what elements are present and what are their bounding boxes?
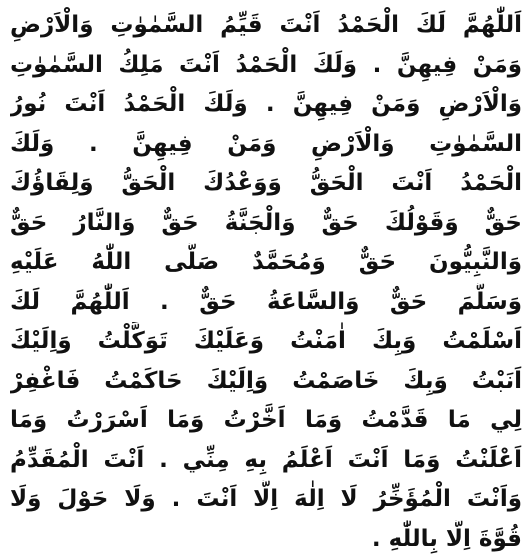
- text-line-9: اَسْلَمْتُ وَبِكَ اٰمَنْتُ وَعَلَيْكَ تَوَكَّلْتُ وَاِلَيْكَ: [10, 322, 522, 362]
- text-line-12: اَعْلَنْتُ وَمَا اَنْتَ اَعْلَمُ بِهِ مِنِّي . اَنْتَ الْمُقَدِّمُ: [10, 441, 522, 481]
- text-line-14: قُوَّةَ اِلَّا بِاللّٰهِ .: [10, 520, 522, 559]
- text-line-13: وَاَنْتَ الْمُؤَخِّرُ لَا اِلٰهَ اِلَّا اَنْتَ . وَلَا حَوْلَ وَلَا: [10, 480, 522, 520]
- text-line-5: الْحَمْدُ اَنْتَ الْحَقُّ وَوَعْدُكَ الْحَقُّ وَلِقَاؤُكَ: [10, 164, 522, 204]
- text-line-11: لِي مَا قَدَّمْتُ وَمَا اَخَّرْتُ وَمَا اَسْرَرْتُ وَمَا: [10, 401, 522, 441]
- text-line-7: وَالنَّبِيُّونَ حَقٌّ وَمُحَمَّدٌ صَلَّى اللّٰهُ عَلَيْهِ: [10, 243, 522, 283]
- text-line-2: وَمَنْ فِيهِنَّ . وَلَكَ الْحَمْدُ اَنْتَ مَلِكُ السَّمٰوٰتِ: [10, 46, 522, 86]
- text-line-4: السَّمٰوٰتِ وَالْاَرْضِ وَمَنْ فِيهِنَّ . وَلَكَ: [10, 125, 522, 165]
- text-line-10: اَنَبْتُ وَبِكَ خَاصَمْتُ وَاِلَيْكَ حَاكَمْتُ فَاغْفِرْ: [10, 362, 522, 402]
- text-line-6: حَقٌّ وَقَوْلُكَ حَقٌّ وَالْجَنَّةُ حَقٌّ وَالنَّارُ حَقٌّ: [10, 204, 522, 244]
- text-line-1: اَللّٰهُمَّ لَكَ الْحَمْدُ اَنْتَ قَيِّمُ السَّمٰوٰتِ وَالْاَرْضِ: [10, 6, 522, 46]
- text-line-8: وَسَلَّمَ حَقٌّ وَالسَّاعَةُ حَقٌّ . اَللّٰهُمَّ لَكَ: [10, 283, 522, 323]
- text-line-3: وَالْاَرْضِ وَمَنْ فِيهِنَّ . وَلَكَ الْحَمْدُ اَنْتَ نُورُ: [10, 85, 522, 125]
